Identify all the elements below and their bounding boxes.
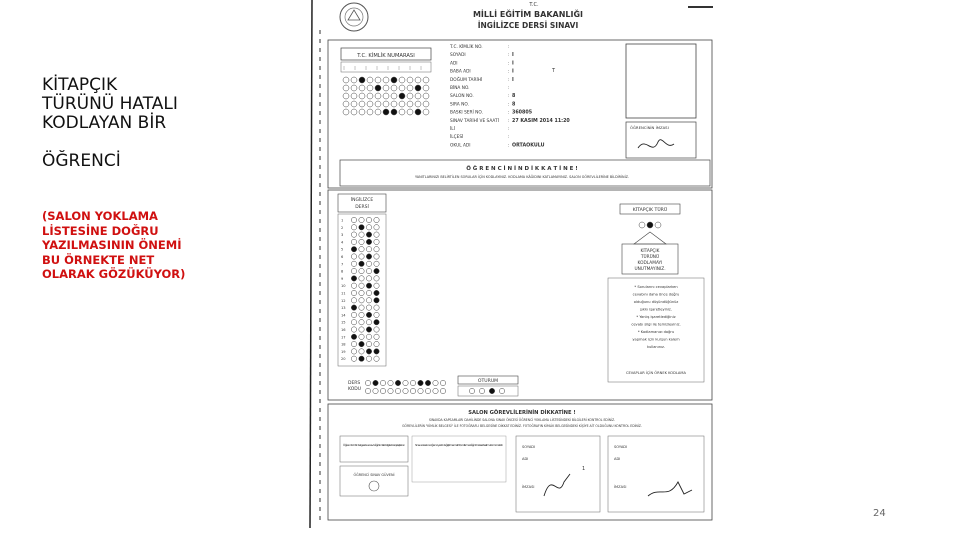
tc-bubble	[407, 109, 413, 115]
answer-bubble	[359, 276, 364, 281]
answer-bubble	[351, 312, 356, 317]
answer-bubble	[366, 334, 371, 339]
tc-bubble	[375, 109, 381, 115]
booklet-warn-1: KİTAPÇIK	[640, 249, 660, 254]
answer-bubble	[351, 305, 356, 310]
answer-bubble	[374, 254, 379, 259]
answer-bubble	[351, 283, 356, 288]
question-number: 16	[341, 328, 346, 332]
page-number: 24	[873, 508, 886, 519]
tc-bubble	[391, 93, 397, 99]
tc-bubble	[399, 93, 405, 99]
answer-sheet-svg	[308, 0, 718, 530]
question-number: 2	[341, 225, 344, 230]
tc-bubble	[367, 101, 373, 107]
booklet-warn-4: UNUTMAYINIZ.	[634, 267, 666, 272]
answer-bubble	[374, 298, 379, 303]
answer-bubble	[351, 349, 356, 354]
answer-bubble	[359, 232, 364, 237]
seal-label: ÖĞRENCİ SINAV GÜVENİ	[353, 473, 395, 477]
staff-attention-title: SALON GÖREVLİLERİNİN DİKKATİNE !	[468, 410, 576, 416]
answer-bubble	[359, 290, 364, 295]
answer-bubble	[359, 217, 364, 222]
field-value: ORTAOKULU	[512, 143, 545, 149]
question-number: 20	[341, 357, 346, 362]
question-number: 10	[341, 284, 346, 289]
tc-bubble	[375, 77, 381, 83]
answer-bubble	[359, 349, 364, 354]
tc-bubble	[383, 77, 389, 83]
field-value: I	[512, 53, 514, 59]
course-code-bubble	[365, 380, 370, 385]
course-code-bubble	[403, 388, 408, 393]
field-value: I	[512, 69, 514, 75]
field-colon: :	[508, 135, 510, 141]
tc-bubble	[359, 93, 365, 99]
tc-bubble	[399, 85, 405, 91]
course-code-bubble	[440, 388, 445, 393]
tc-bubble	[359, 101, 365, 107]
course-code-bubble	[403, 380, 408, 385]
staff-col-1: Öğrenci kimlik belgesi ile sınav kâğıdındaki bilgileri karşılaştırınız.	[343, 443, 405, 447]
answer-bubble	[366, 312, 371, 317]
answer-bubble	[351, 232, 356, 237]
answer-bubble	[351, 247, 356, 252]
tc-bubble	[359, 77, 365, 83]
course-code-bubble	[388, 388, 393, 393]
tc-bubble	[351, 93, 357, 99]
tc-bubble	[415, 109, 421, 115]
booklet-warn-2: TÜRÜNÜ	[640, 255, 660, 260]
field-label: SALON NO.	[450, 94, 474, 100]
tc-bubble	[407, 85, 413, 91]
field-label: T.C. KİMLİK NO.	[450, 45, 483, 50]
field-label: SINAV TARİHİ VE SAATİ	[450, 118, 499, 124]
question-number: 4	[341, 240, 344, 245]
course-code-bubble	[388, 380, 393, 385]
course-code-bubble	[395, 380, 400, 385]
booklet-bubble	[639, 222, 645, 228]
course-code-bubble	[410, 388, 415, 393]
answer-bubble	[366, 247, 371, 252]
header-tc: T.C.	[529, 2, 539, 8]
answer-bubble	[366, 298, 371, 303]
field-adi: ADI	[522, 457, 529, 461]
course-code-bubble	[410, 380, 415, 385]
answer-bubble	[366, 341, 371, 346]
answer-bubble	[374, 334, 379, 339]
field-colon: :	[508, 45, 510, 50]
title-line-4: ÖĞRENCİ	[42, 151, 121, 171]
tc-bubble	[343, 109, 349, 115]
field-value: 8	[512, 102, 516, 108]
answer-bubble	[359, 327, 364, 332]
tc-bubble	[399, 101, 405, 107]
tc-bubble	[343, 77, 349, 83]
tc-bubble	[423, 85, 429, 91]
answer-bubble	[374, 349, 379, 354]
answers-label: CEVAPLAR İÇİN ÖRNEK KODLAMA	[626, 371, 686, 375]
answer-bubble	[366, 276, 371, 281]
field-colon: :	[508, 102, 510, 108]
staff-text-2: GÖREVLİLERİN "KİMLİK BELGESİ" İLE FOTOĞRAFLI BELGESİNE DİKKAT EDİNİZ. FOTOĞRAFIN KİMLİK BELGESİNDEKİ KİŞİYE AİT OLDUĞUNU KONTROL EDİNİZ.	[402, 424, 642, 428]
field-label: İLİ	[450, 127, 455, 132]
course-code-bubble	[373, 388, 378, 393]
answer-bubble	[359, 247, 364, 252]
staff-text-1: SINAVDA KAPSAMLARI DAHİLİNDE SALONA SINAV ÖNCESİ ÖĞRENCİ YOKLAMA LİSTESİNDEKİ BİLGİLERİ KONTROL EDİNİZ.	[428, 418, 616, 422]
answer-bubble	[359, 261, 364, 266]
answer-bubble	[351, 334, 356, 339]
tc-bubble	[391, 77, 397, 83]
answer-bubble	[366, 261, 371, 266]
course-code-label-1: DERS	[348, 381, 361, 386]
field-colon: :	[508, 69, 510, 75]
question-number: 9	[341, 276, 344, 281]
tc-bubble	[383, 93, 389, 99]
answer-bubble	[374, 225, 379, 230]
answer-bubble	[351, 290, 356, 295]
tc-bubble	[367, 77, 373, 83]
course-code-bubble	[373, 380, 378, 385]
course-code-bubble	[380, 388, 385, 393]
signature-label: ÖĞRENCİNİN İMZASI	[630, 125, 669, 130]
field-label: BİNA NO.	[450, 86, 470, 91]
answer-bubble	[359, 225, 364, 230]
note-line: yapmak için kurşun kalem	[632, 337, 680, 342]
field-colon: :	[508, 110, 510, 116]
field-value: 360805	[512, 110, 533, 116]
answer-bubble	[374, 217, 379, 222]
answer-bubble	[359, 239, 364, 244]
question-number: 14	[341, 313, 346, 318]
field-colon: :	[508, 94, 510, 100]
field-imzasi: İMZASI	[522, 485, 535, 489]
tc-bubble	[375, 101, 381, 107]
attention-text: YANITLARINIZI BELİRTİLEN SORULAR İÇİN KODLAYINIZ. KODLAMA KÂĞIDINI KATLAMAYINIZ. SALON GÖREVLİLERİNE BİLDİRİNİZ.	[415, 175, 629, 179]
question-number: 6	[341, 255, 344, 259]
field-colon: :	[508, 86, 510, 91]
answer-bubble	[374, 232, 379, 237]
field-colon: :	[508, 118, 510, 124]
answer-bubble	[351, 356, 356, 361]
answer-bubble	[351, 341, 356, 346]
note-line: kullanınız.	[646, 345, 666, 349]
field-colon: :	[508, 53, 510, 59]
answer-bubble	[351, 320, 356, 325]
note-line: * Sorularını cevaplarken	[634, 285, 678, 289]
tc-bubble	[343, 101, 349, 107]
answer-bubble	[374, 268, 379, 273]
booklet-bubble	[647, 222, 653, 228]
note-line: cevabını daha önce doğru	[632, 292, 680, 297]
answer-bubble	[359, 312, 364, 317]
tc-bubble	[423, 93, 429, 99]
slide-note	[42, 209, 212, 282]
tc-bubble	[343, 85, 349, 91]
answer-bubble	[359, 334, 364, 339]
note-line-2: LİSTESİNE DOĞRU	[42, 223, 159, 238]
answer-bubble	[374, 327, 379, 332]
field-label: SOYADI	[450, 53, 466, 59]
field-colon: :	[508, 61, 510, 67]
answer-bubble	[351, 276, 356, 281]
tc-bubble	[359, 85, 365, 91]
tc-bubble	[383, 85, 389, 91]
answer-bubble	[351, 217, 356, 222]
question-number: 18	[341, 342, 346, 347]
field-extra-mark: T	[552, 68, 556, 74]
student-signature	[638, 140, 674, 148]
answer-bubble	[359, 254, 364, 259]
tc-bubble	[415, 77, 421, 83]
attention-title: Ö Ğ R E N C İ N İ N D İ K K A T İ N E !	[466, 166, 578, 172]
answer-bubble	[366, 268, 371, 273]
tc-bubble	[383, 109, 389, 115]
answer-bubble	[366, 356, 371, 361]
tc-bubble	[391, 101, 397, 107]
question-number: 17	[341, 335, 346, 340]
title-line-2: TÜRÜNÜ HATALI	[42, 94, 178, 114]
answer-bubble	[351, 298, 356, 303]
note-line-1: (SALON YOKLAMA	[42, 209, 158, 223]
booklet-bubble	[655, 222, 661, 228]
header-exam: İNGİLİZCE DERSİ SINAVI	[477, 21, 579, 30]
answer-bubble	[351, 261, 356, 266]
session-bubble	[479, 388, 484, 393]
answer-bubble	[374, 276, 379, 281]
course-code-bubble	[433, 380, 438, 385]
question-number: 1	[341, 218, 344, 223]
answer-bubble	[366, 217, 371, 222]
proctor-signature-2	[648, 482, 692, 496]
course-code-bubble	[418, 388, 423, 393]
note-line: şıkkı işaretleyiniz.	[640, 307, 672, 312]
question-number: 12	[341, 298, 346, 303]
question-number: 5	[341, 247, 344, 252]
answer-bubble	[351, 254, 356, 259]
tc-bubble	[391, 109, 397, 115]
answer-bubble	[374, 312, 379, 317]
answer-bubble	[374, 247, 379, 252]
answer-bubble	[366, 290, 371, 295]
answer-bubble	[374, 356, 379, 361]
answer-bubble	[366, 320, 371, 325]
answer-bubble	[351, 225, 356, 230]
tc-bubble	[351, 85, 357, 91]
tc-box-label: T.C. KİMLİK NUMARASI	[357, 53, 415, 59]
tc-bubble	[351, 109, 357, 115]
course-code-bubble	[433, 388, 438, 393]
question-number: 8	[341, 269, 344, 274]
subject-label-1: İNGİLİZCE	[350, 198, 374, 203]
booklet-warn-3: KODLAMAYI	[637, 261, 663, 266]
field-label: DOĞUM TARİHİ	[450, 77, 483, 83]
answer-bubble	[374, 290, 379, 295]
question-number: 11	[341, 291, 346, 296]
tc-bubble	[415, 101, 421, 107]
field-colon: :	[508, 127, 510, 132]
course-code-bubble	[395, 388, 400, 393]
field-value: I	[512, 61, 514, 67]
subject-label-2: DERSİ	[355, 205, 369, 210]
tc-bubble	[375, 93, 381, 99]
tc-bubble	[367, 109, 373, 115]
answer-bubble	[366, 232, 371, 237]
course-code-bubble	[380, 380, 385, 385]
answer-bubble	[366, 239, 371, 244]
answer-bubble	[359, 268, 364, 273]
field-label: BABA ADI	[450, 69, 471, 75]
question-number: 13	[341, 306, 346, 311]
question-number: 3	[341, 233, 344, 238]
field-soyadi-2: SOYADI	[614, 445, 628, 449]
course-code-bubble	[425, 388, 430, 393]
answer-bubble	[351, 239, 356, 244]
answer-bubble	[374, 305, 379, 310]
staff-col-2: Sınav süresince öğrenci yerini değiştirmemelidir; kodlama kâğıdı imzasız teslim alınmamalıdır.	[415, 443, 503, 447]
tc-bubble	[367, 85, 373, 91]
field-label: BASKI SERİ NO.	[450, 110, 483, 116]
field-label: İLÇESİ	[450, 135, 464, 141]
course-code-label-2: KODU	[348, 387, 362, 392]
tc-bubble	[423, 77, 429, 83]
field-soyadi: SOYADI	[522, 445, 536, 449]
answer-bubble	[366, 283, 371, 288]
tc-bubble	[423, 101, 429, 107]
session-bubble	[469, 388, 474, 393]
note-line: * Kodlamanızı doğru	[637, 330, 675, 334]
answer-bubble	[374, 261, 379, 266]
course-code-bubble	[425, 380, 430, 385]
tc-bubble	[391, 85, 397, 91]
question-number: 15	[341, 320, 346, 325]
scanned-answer-sheet	[308, 0, 718, 530]
field-imzasi-2: İMZASI	[614, 485, 627, 489]
tc-bubble	[399, 109, 405, 115]
session-label: OTURUM	[477, 379, 499, 384]
answer-bubble	[366, 254, 371, 259]
tc-bubble	[415, 85, 421, 91]
course-code-bubble	[418, 380, 423, 385]
tc-bubble	[415, 93, 421, 99]
note-line-3: YAZILMASININ ÖNEMİ	[42, 238, 182, 252]
course-code-bubble	[440, 380, 445, 385]
answer-bubble	[366, 305, 371, 310]
answer-bubble	[359, 298, 364, 303]
field-label: SIRA NO.	[450, 102, 469, 108]
tc-bubble	[407, 77, 413, 83]
answer-bubble	[351, 327, 356, 332]
header-ministry: MİLLİ EĞİTİM BAKANLIĞI	[472, 10, 584, 19]
title-line-1: KİTAPÇIK	[42, 75, 118, 95]
field-adi-2: ADI	[614, 457, 621, 461]
answer-bubble	[359, 305, 364, 310]
answer-bubble	[359, 283, 364, 288]
tc-bubble	[351, 101, 357, 107]
session-bubble	[489, 388, 494, 393]
note-line: * Yanlış işaretlediğiniz	[636, 315, 676, 319]
tc-bubble	[359, 109, 365, 115]
answer-bubble	[366, 327, 371, 332]
note-line-4: BU ÖRNEKTE NET	[42, 252, 155, 267]
answer-bubble	[374, 239, 379, 244]
note-line: cevabı silgi ile temizleyiniz.	[631, 322, 681, 327]
answer-bubble	[374, 283, 379, 288]
tc-bubble	[367, 93, 373, 99]
answer-bubble	[366, 225, 371, 230]
field-value: I	[512, 77, 514, 83]
field-value: 27 KASIM 2014 11:20	[512, 118, 570, 124]
tc-bubble	[383, 101, 389, 107]
session-bubble	[499, 388, 504, 393]
proctor-signature-1	[544, 474, 570, 496]
booklet-type-label: KİTAPÇIK TÜRÜ	[632, 208, 668, 213]
tc-bubble	[407, 101, 413, 107]
tc-bubble	[423, 109, 429, 115]
tc-bubble	[343, 93, 349, 99]
answer-bubble	[359, 356, 364, 361]
photo-box	[626, 44, 696, 118]
answer-bubble	[374, 341, 379, 346]
tc-bubble	[375, 85, 381, 91]
answer-bubble	[366, 349, 371, 354]
field-label: ADI	[450, 61, 458, 67]
question-number: 19	[341, 349, 346, 354]
course-code-bubble	[365, 388, 370, 393]
tc-bubble	[351, 77, 357, 83]
tc-bubble	[399, 77, 405, 83]
question-number: 7	[341, 262, 344, 267]
note-line-5: OLARAK GÖZÜKÜYOR)	[42, 267, 186, 281]
answer-bubble	[359, 320, 364, 325]
answer-bubble	[359, 341, 364, 346]
answer-bubble	[374, 320, 379, 325]
slide-title	[42, 76, 282, 171]
tc-bubble	[407, 93, 413, 99]
answer-bubble	[351, 268, 356, 273]
note-line: olduğunu düşündüğünüz	[633, 300, 679, 304]
title-line-3: KODLAYAN BİR	[42, 113, 167, 133]
ministry-logo	[340, 3, 368, 31]
field-value: 8	[512, 94, 516, 100]
field-label: OKUL ADI	[450, 143, 471, 149]
proctor-number: 1	[582, 466, 586, 472]
field-colon: :	[508, 143, 510, 149]
field-colon: :	[508, 77, 510, 83]
